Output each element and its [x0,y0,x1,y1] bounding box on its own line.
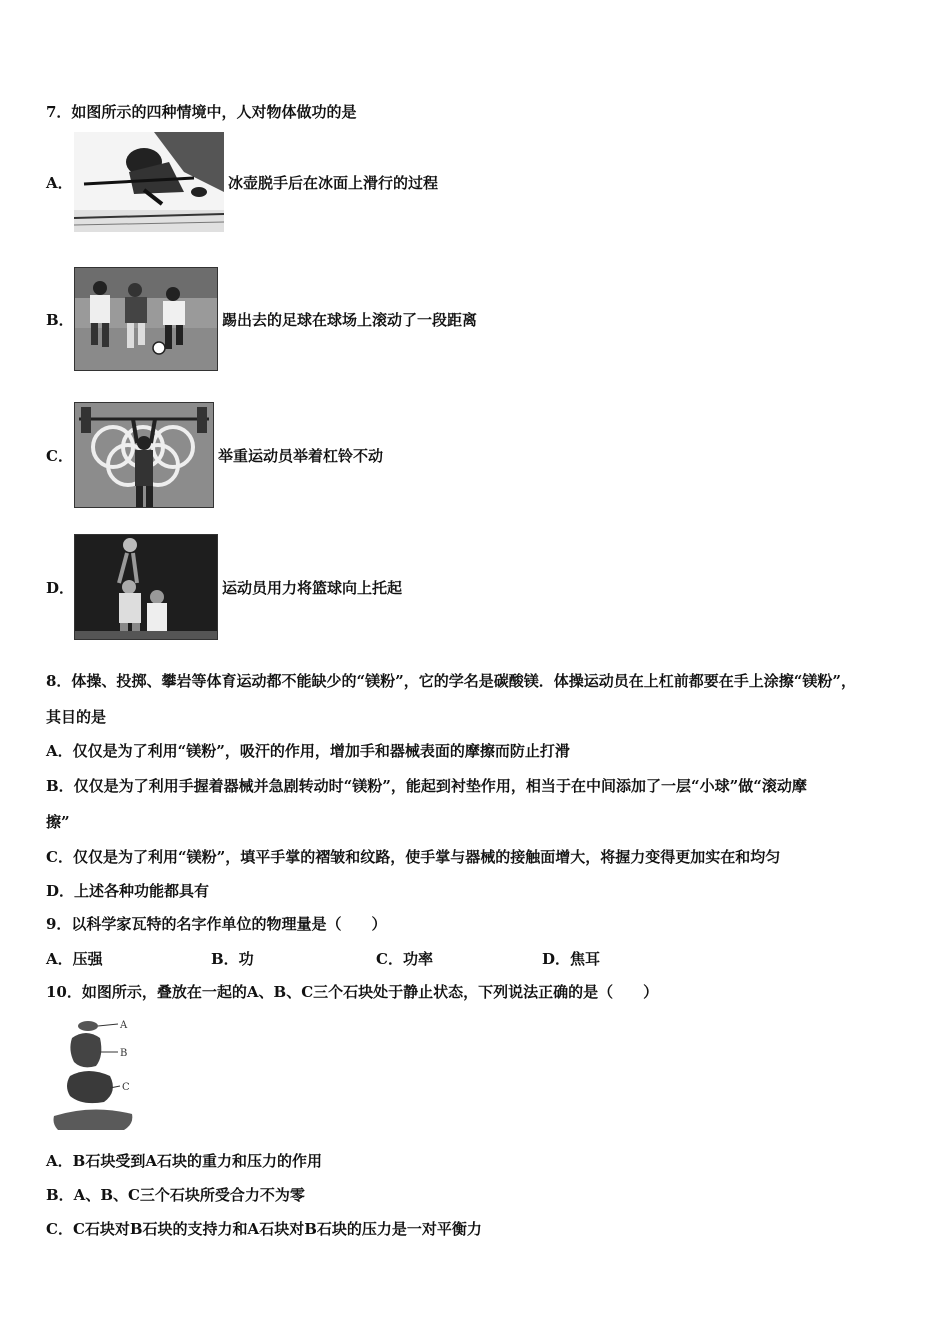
q8-option-b-line1[interactable]: B．仅仅是为了利用手握着器械并急剧转动时“镁粉”，能起到衬垫作用，相当于在中间添加了一层“小球”做“滚动摩 [46,777,807,795]
q7-option-b-letter: B． [46,310,74,329]
q10-option-a[interactable]: A．B石块受到A石块的重力和压力的作用 [46,1152,322,1170]
q10-option-b[interactable]: B．A、B、C三个石块所受合力不为零 [46,1186,305,1204]
q9-option-d[interactable]: D．焦耳 [542,950,601,968]
q8-option-c[interactable]: C．仅仅是为了利用“镁粉”，填平手掌的褶皱和纹路，使手掌与器械的接触面增大，将握力变得更加实在和均匀 [46,848,781,866]
weightlifting-photo [74,402,214,508]
q8-option-d[interactable]: D．上述各种功能都具有 [46,882,210,900]
q7-option-c-text: 举重运动员举着杠铃不动 [218,446,384,465]
q10-option-c[interactable]: C．C石块对B石块的支持力和A石块对B石块的压力是一对平衡力 [46,1220,482,1238]
q7-option-b-text: 踢出去的足球在球场上滚动了一段距离 [222,310,478,329]
basketball-photo [74,534,218,640]
stone-label-a: A [120,1020,128,1031]
q9-option-b[interactable]: B．功 [211,950,254,968]
q7-option-d-text: 运动员用力将篮球向上托起 [222,578,403,597]
q10-stem: 10．如图所示，叠放在一起的A、B、C三个石块处于静止状态，下列说法正确的是（ ） [46,983,659,1001]
q9-option-a[interactable]: A．压强 [46,950,103,968]
football-photo [74,267,218,371]
stone-label-c: C [122,1082,130,1093]
q7-option-b[interactable] [46,267,477,371]
q9-stem: 9．以科学家瓦特的名字作单位的物理量是（ ） [46,915,387,933]
q7-option-a[interactable] [46,132,438,232]
q9-option-c[interactable]: C．功率 [376,950,433,968]
stone-label-b: B [120,1048,128,1059]
q8-option-b-line2: 擦” [46,813,70,831]
stacked-stones-figure [52,1016,142,1136]
q7-option-a-letter: A． [46,173,73,192]
q7-option-a-text: 冰壶脱手后在冰面上滑行的过程 [228,173,439,192]
q7-option-c[interactable] [46,402,383,508]
q7-stem: 7．如图所示的四种情境中，人对物体做功的是 [46,103,357,121]
q7-option-d-letter: D． [46,578,75,597]
q7-option-c-letter: C． [46,446,73,465]
q7-option-d[interactable] [46,534,402,640]
curling-photo [74,132,224,232]
q8-stem-line1: 8．体操、投掷、攀岩等体育运动都不能缺少的“镁粉”，它的学名是碳酸镁．体操运动员在上杠前都要在手上涂擦“镁粉”， [46,672,856,690]
q8-option-a[interactable]: A．仅仅是为了利用“镁粉”，吸汗的作用，增加手和器械表面的摩擦而防止打滑 [46,742,570,760]
q8-stem-line2: 其目的是 [46,708,107,726]
